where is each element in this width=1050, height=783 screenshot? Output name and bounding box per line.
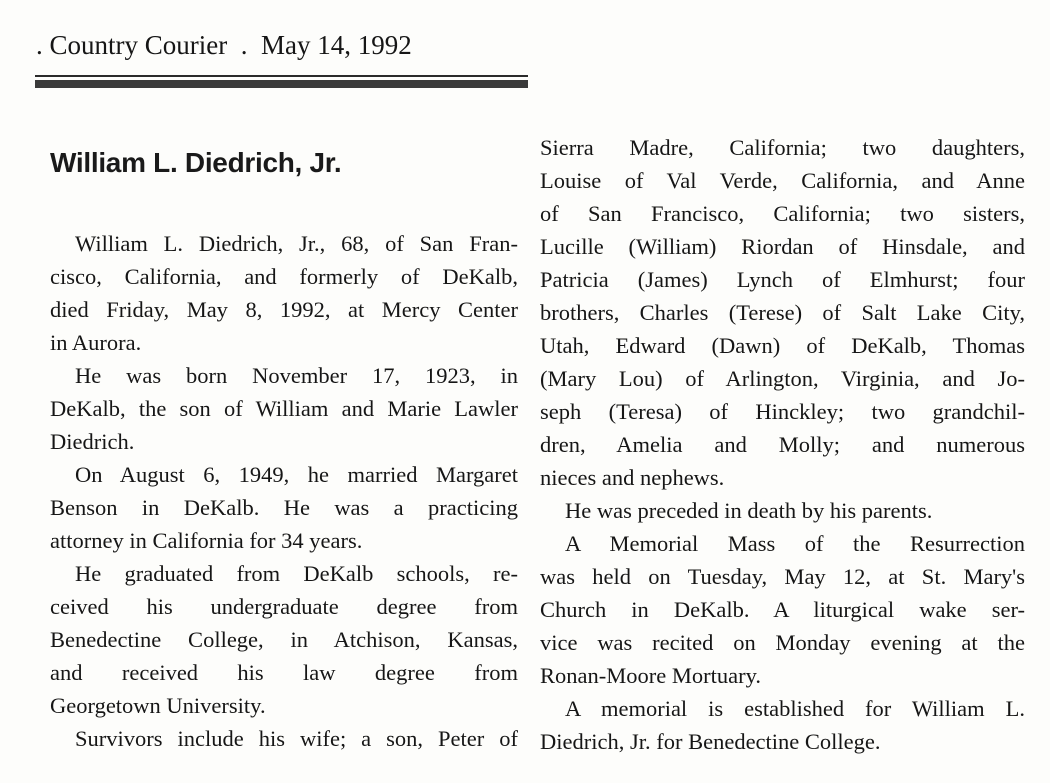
text-line: seph (Teresa) of Hinckley; two grandchil- [540,399,1025,424]
text-line: He was born November 17, 1923, in [75,363,518,388]
paragraph [540,494,1025,527]
paragraph [50,557,518,722]
paragraph [50,359,518,458]
text-line: cisco, California, and formerly of DeKalb, [50,264,518,289]
text-line: Sierra Madre, California; two daughters, [540,135,1025,160]
text-line: ceived his undergraduate degree from [50,594,518,619]
text-line: Louise of Val Verde, California, and Anne [540,168,1025,193]
text-line: Church in DeKalb. A liturgical wake ser- [540,597,1025,622]
left-column [50,227,518,755]
text-line: He was preceded in death by his parents. [565,498,933,523]
paragraph [50,722,518,755]
masthead-rule-thick [35,80,528,88]
text-line: Utah, Edward (Dawn) of DeKalb, Thomas [540,333,1025,358]
text-line: of San Francisco, California; two sisters, [540,201,1025,226]
paragraph [540,692,1025,758]
text-line: Patricia (James) Lynch of Elmhurst; four [540,267,1025,292]
text-line: On August 6, 1949, he married Margaret [75,462,518,487]
text-line: Survivors include his wife; a son, Peter of [75,726,518,751]
text-line: vice was recited on Monday evening at the [540,630,1025,655]
text-line: DeKalb, the son of William and Marie Lawler [50,396,518,421]
text-line: (Mary Lou) of Arlington, Virginia, and Jo- [540,366,1025,391]
text-line: attorney in California for 34 years. [50,528,363,553]
text-line: A Memorial Mass of the Resurrection [565,531,1025,556]
text-line: dren, Amelia and Molly; and numerous [540,432,1025,457]
right-column [540,131,1025,758]
text-line: He graduated from DeKalb schools, re- [75,561,518,586]
paragraph [50,458,518,557]
text-line: brothers, Charles (Terese) of Salt Lake City, [540,300,1025,325]
text-line: Benson in DeKalb. He was a practicing [50,495,518,520]
text-line: Diedrich. [50,429,135,454]
obituary-title: William L. Diedrich, Jr. [50,147,342,178]
text-line: Ronan-Moore Mortuary. [540,663,761,688]
masthead-rule-thin [35,75,528,77]
paragraph [540,131,1025,494]
text-line: William L. Diedrich, Jr., 68, of San Fran- [75,231,518,256]
text-line: nieces and nephews. [540,465,725,490]
paragraph [540,527,1025,692]
paragraph [50,227,518,359]
text-line: and received his law degree from [50,660,518,685]
text-line: in Aurora. [50,330,142,355]
text-line: Diedrich, Jr. for Benedectine College. [540,729,881,754]
newspaper-masthead: . Country Courier . May 14, 1992 [36,30,412,60]
text-line: Lucille (William) Riordan of Hinsdale, and [540,234,1025,259]
text-line: died Friday, May 8, 1992, at Mercy Center [50,297,518,322]
text-line: Benedectine College, in Atchison, Kansas, [50,627,518,652]
text-line: A memorial is established for William L. [565,696,1025,721]
text-line: was held on Tuesday, May 12, at St. Mary's [540,564,1025,589]
text-line: Georgetown University. [50,693,266,718]
